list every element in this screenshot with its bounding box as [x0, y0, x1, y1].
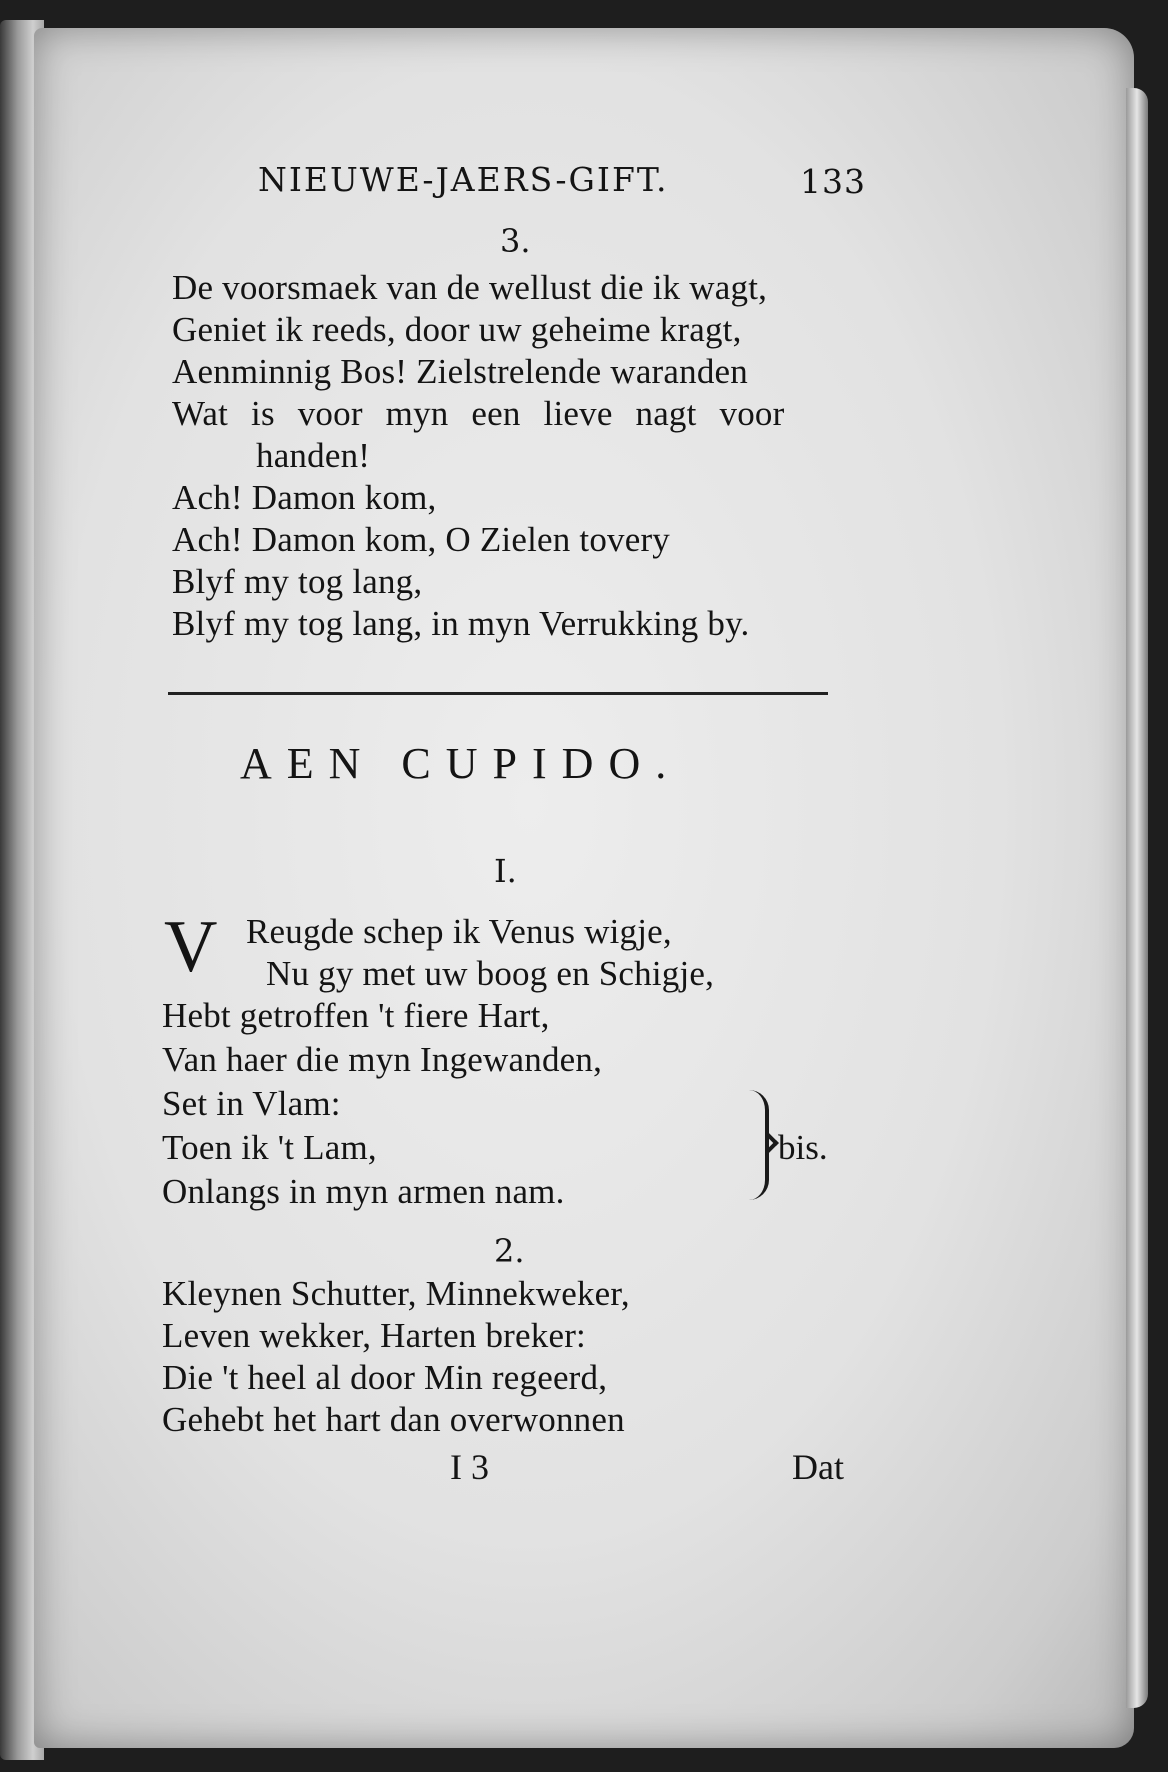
verse-line: De voorsmaek van de wellust die ik wagt, — [172, 268, 768, 307]
page-edge — [1126, 88, 1148, 1708]
verse-line: Gehebt het hart dan overwonnen — [162, 1400, 625, 1439]
poem-title: AEN CUPIDO. — [240, 739, 682, 788]
repeat-mark: bis. — [778, 1128, 828, 1167]
verse-line: Ach! Damon kom, — [172, 478, 437, 517]
verse-line: Die 't heel al door Min regeerd, — [162, 1358, 608, 1397]
verse-line: Set in Vlam: — [162, 1084, 341, 1123]
verse-line: handen! — [256, 436, 371, 475]
stanza-number: 3. — [500, 222, 531, 260]
verse-line: Kleynen Schutter, Minnekweker, — [162, 1274, 630, 1313]
verse-line: Wat is voor myn een lieve nagt voor — [172, 394, 785, 433]
verse-line: Toen ik 't Lam, — [162, 1128, 377, 1167]
verse-line: Onlangs in myn armen nam. — [162, 1172, 565, 1211]
drop-cap: V — [164, 906, 218, 988]
verse-line: Leven wekker, Harten breker: — [162, 1316, 586, 1355]
stanza-number: 2. — [494, 1232, 525, 1270]
verse-line: Geniet ik reeds, door uw geheime kragt, — [172, 310, 742, 349]
verse-line: Blyf my tog lang, in myn Verrukking by. — [172, 604, 750, 643]
verse-line: Aenminnig Bos! Zielstrelende waranden — [172, 352, 748, 391]
divider-rule — [168, 692, 828, 695]
signature-mark: I 3 — [450, 1447, 489, 1487]
catchword: Dat — [792, 1447, 844, 1487]
stanza-number: I. — [494, 852, 517, 890]
verse-line: Blyf my tog lang, — [172, 562, 423, 601]
verse-line: Van haer die myn Ingewanden, — [162, 1040, 603, 1079]
verse-line: Hebt getroffen 't fiere Hart, — [162, 996, 550, 1035]
verse-line: Reugde schep ik Venus wigje, — [246, 912, 672, 951]
running-title: NIEUWE-JAERS-GIFT. — [258, 160, 669, 199]
verse-line: Nu gy met uw boog en Schigje, — [266, 954, 715, 993]
verse-line: Ach! Damon kom, O Zielen tovery — [172, 520, 671, 559]
page-number: 133 — [800, 162, 866, 201]
